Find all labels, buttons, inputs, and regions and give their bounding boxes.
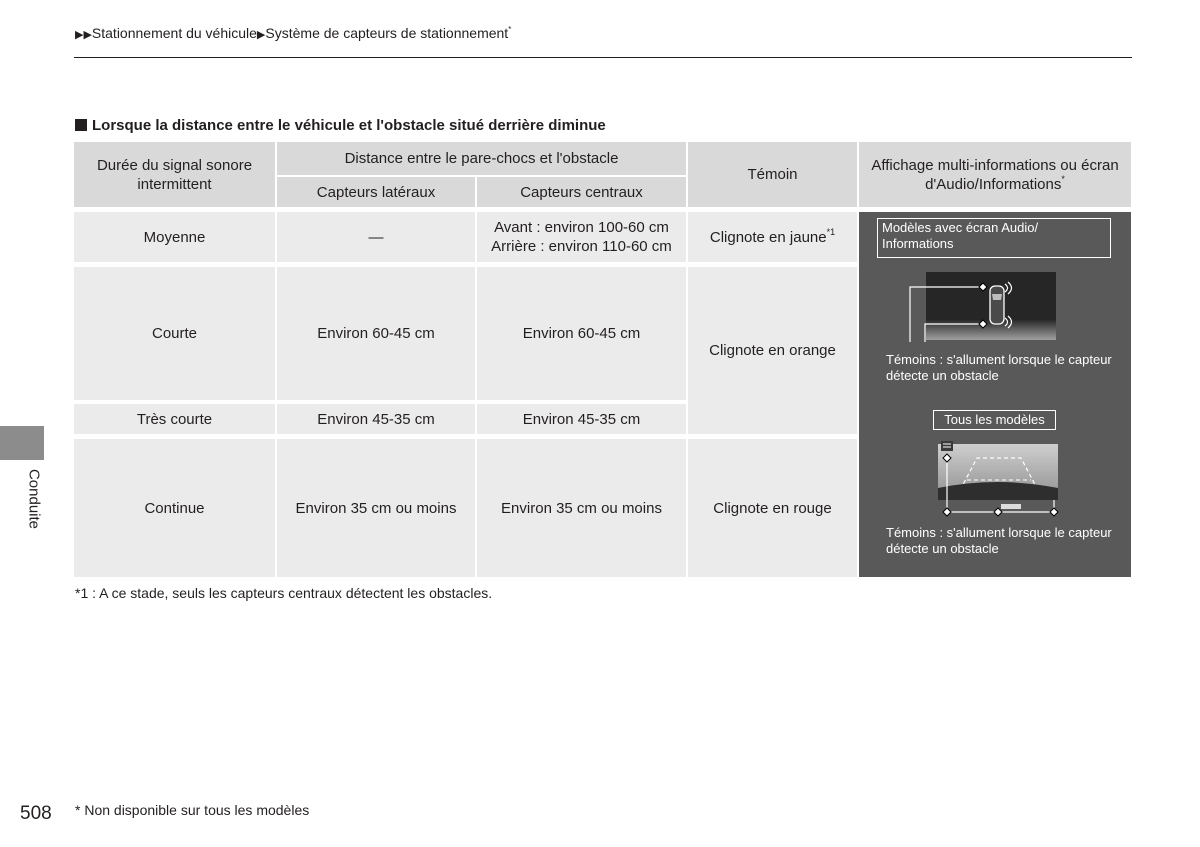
header-lateral-sensors (277, 177, 475, 207)
square-bullet-icon (75, 119, 87, 131)
all-models-label-text: Tous les modèles (944, 412, 1045, 427)
sensor-indicator-diamond-icon (994, 508, 1002, 516)
indicator-value: Clignote en rouge (713, 499, 832, 517)
table-cell-lateral (277, 439, 475, 577)
audio-models-label (877, 218, 1111, 258)
table-cell-central (477, 212, 686, 262)
indicator-caption-text: Témoins : s'allument lorsque le capteur détecte un obstacle (886, 525, 1112, 556)
header-display (859, 142, 1131, 207)
indicator-caption-audio (886, 352, 1126, 384)
table-cell-lateral (277, 212, 475, 262)
sensor-indicator-diamond-icon (1050, 508, 1058, 516)
lateral-value: Environ 45-35 cm (317, 410, 435, 428)
table-footnote (75, 585, 492, 601)
duration-value: Moyenne (143, 228, 206, 246)
header-distance (277, 142, 686, 175)
table-cell-central (477, 267, 686, 400)
lateral-value: Environ 60-45 cm (317, 325, 435, 342)
breadcrumb-item-parking[interactable]: Stationnement du véhicule (91, 25, 257, 41)
header-duration-text: Durée du signal sonore intermittent (96, 156, 253, 193)
central-value-rear: Arrière : environ 110-60 cm (491, 238, 672, 255)
table-cell-duration (74, 439, 275, 577)
indicator-value: Clignote en orange (709, 342, 836, 359)
lateral-value: Environ 35 cm ou moins (295, 499, 457, 517)
top-view-screen-illustration (905, 270, 1060, 342)
all-models-label (933, 410, 1056, 430)
availability-mark: * (508, 25, 512, 34)
availability-mark: * (1061, 173, 1065, 184)
car-windshield (992, 294, 1002, 300)
screen-floor (926, 320, 1056, 340)
header-central-sensors (477, 177, 686, 207)
footnote-mark: *1 (826, 226, 836, 237)
central-value: Environ 35 cm ou moins (501, 499, 662, 517)
header-display-text: Affichage multi-informations ou écran d'Audio/Informations (871, 156, 1119, 193)
indicator-caption-text: Témoins : s'allument lorsque le capteur détecte un obstacle (886, 352, 1112, 383)
chapter-tab (0, 426, 44, 460)
table-cell-central (477, 404, 686, 434)
footer-note (75, 802, 309, 818)
sensor-indicator-diamond-icon (943, 508, 951, 516)
table-cell-duration (74, 267, 275, 400)
car-top-view-icon (990, 286, 1004, 324)
indicator-caption-all (886, 525, 1126, 557)
header-indicator-text: Témoin (747, 166, 798, 183)
bumper-marker (1001, 504, 1021, 509)
table-cell-lateral (277, 404, 475, 434)
duration-value: Continue (144, 499, 205, 517)
chapter-label-text: Conduite (25, 468, 43, 530)
indicator-value: Clignote en jaune (709, 228, 827, 246)
sensor-status-icon (941, 441, 953, 451)
header-central-text: Capteurs centraux (520, 183, 643, 201)
breadcrumb-item-sensor-system[interactable]: Système de capteurs de stationnement (265, 25, 509, 41)
table-cell-central (477, 439, 686, 577)
central-value-front: Avant : environ 100-60 cm (494, 219, 669, 236)
table-cell-lateral (277, 267, 475, 400)
table-cell-duration (74, 404, 275, 434)
header-rule (74, 57, 1132, 58)
header-duration (74, 142, 275, 207)
section-title-text: Lorsque la distance entre le véhicule et l'obstacle situé derrière diminue (92, 117, 606, 134)
display-illustration-panel (859, 212, 1131, 577)
duration-value: Très courte (136, 410, 213, 428)
table-cell-duration (74, 212, 275, 262)
header-indicator (688, 142, 857, 207)
central-value: Environ 45-35 cm (522, 410, 641, 428)
duration-value: Courte (151, 325, 198, 342)
table-cell-indicator (688, 439, 857, 577)
table-footnote-text: *1 : A ce stade, seuls les capteurs centraux détectent les obstacles. (75, 585, 493, 601)
audio-models-label-text: Modèles avec écran Audio/ Informations (882, 220, 1039, 251)
table-cell-indicator (688, 267, 857, 434)
rear-camera-display-illustration (937, 438, 1061, 520)
central-value: Environ 60-45 cm (522, 325, 641, 342)
arrow-icon: ▶ (256, 29, 266, 41)
header-distance-text: Distance entre le pare-chocs et l'obstacle (344, 150, 619, 167)
double-arrow-icon: ▶▶ (75, 29, 92, 41)
table-cell-indicator (688, 212, 857, 262)
section-title (75, 117, 606, 134)
header-lateral-text: Capteurs latéraux (316, 183, 436, 201)
chapter-label (24, 462, 44, 536)
lateral-value: — (368, 228, 384, 246)
footer-note-text: * Non disponible sur tous les modèles (75, 802, 310, 818)
breadcrumb (75, 25, 511, 41)
page-number: 508 (20, 803, 52, 824)
